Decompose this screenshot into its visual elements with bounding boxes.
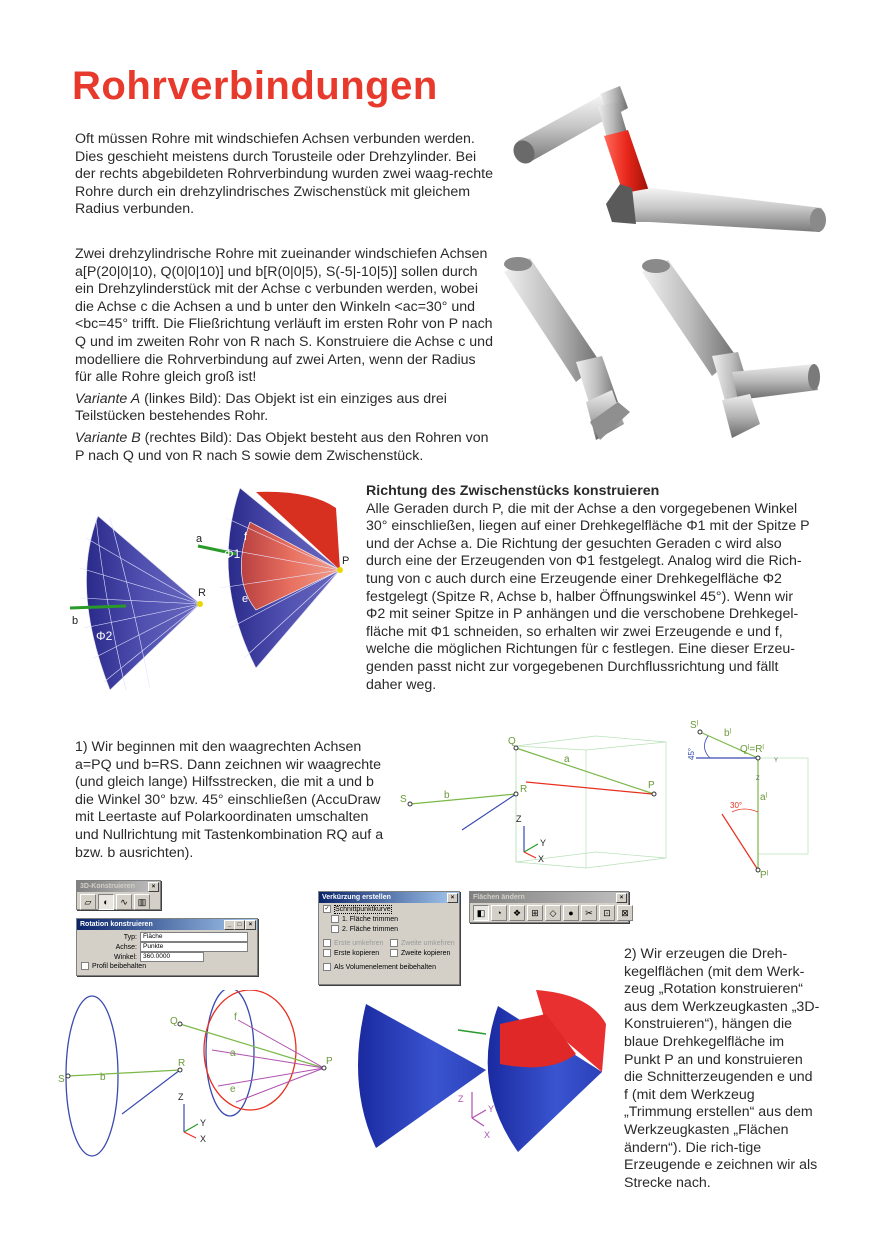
d3-Z: Z	[178, 1092, 184, 1102]
tool-sweep-icon[interactable]: ∿	[116, 894, 132, 910]
solid-cones-diagram	[350, 984, 620, 1164]
label-f: f	[244, 531, 248, 543]
pipe-lower-end	[810, 208, 826, 232]
maximize-icon[interactable]: □	[234, 920, 245, 930]
d3-X: X	[200, 1134, 207, 1144]
close-icon[interactable]: ×	[245, 920, 256, 930]
variant-b-text: (rechtes Bild): Das Objekt besteht aus den Rohren von P nach Q und von R nach S sowie dem Zwischenstück.	[75, 429, 489, 464]
d1-P: P	[648, 780, 655, 791]
d3-f: f	[234, 1012, 237, 1023]
d4-X: X	[484, 1130, 491, 1140]
window-flaechen-aendern[interactable]	[469, 891, 629, 923]
label-b: b	[72, 615, 79, 627]
helper-a	[526, 782, 652, 794]
opt-zweite-kopieren-checkbox[interactable]	[390, 949, 398, 957]
window-trim-titlebar[interactable]	[319, 892, 459, 903]
d2-a: aˡ	[760, 792, 768, 803]
pipe-flange	[606, 184, 636, 224]
window-3d-titlebar[interactable]	[77, 881, 160, 892]
window-3d-title: 3D-Konstruieren	[80, 883, 135, 890]
opt-erste-umkehren-checkbox[interactable]	[323, 939, 331, 947]
tool-extend-icon[interactable]: ⊞	[527, 905, 543, 921]
label-e: e	[242, 593, 249, 605]
helper-b	[462, 794, 516, 830]
step2-text: 2) Wir erzeugen die Dreh-kegelflächen (mit dem Werk-zeug „Rotation konstruieren“ aus dem Werkzeugkasten „3D-Konstruieren“), hängen die blaue Drehkegelfläche im Punkt P an und konstruieren die Schnitterzeugenden e und f (mit dem Werkzeug „Trimmung erstellen“ aus dem Werkzeugkasten „Flächen ändern“). Die rich-tige Erzeugende e zeichnen wir als Strecke nach.	[624, 946, 820, 1191]
cones-illustration	[60, 478, 360, 698]
direction-heading: Richtung des Zwischenstücks konstruieren	[366, 483, 660, 499]
variant-a-text: (linkes Bild): Das Objekt ist ein einziges aus drei Teilstücken bestehendes Rohr.	[75, 390, 447, 425]
tool-trim-icon[interactable]: ◧	[473, 905, 489, 921]
window-rotation[interactable]	[76, 918, 258, 976]
d3-Q: Q	[170, 1016, 178, 1027]
opt-erste-kopieren-checkbox[interactable]	[323, 949, 331, 957]
axes-diagram	[396, 730, 686, 870]
d1-Y: Y	[540, 838, 547, 848]
window-rotation-titlebar[interactable]	[77, 919, 257, 930]
tool-split-icon[interactable]: ⊡	[599, 905, 615, 921]
window-flaechen-title: Flächen ändern	[473, 894, 525, 901]
opt-zweite-kopieren: Zweite kopieren	[401, 950, 451, 957]
pipe-lower	[618, 188, 822, 232]
opt-flaeche2-checkbox[interactable]	[331, 925, 339, 933]
d3-S: S	[58, 1074, 65, 1085]
d1-a: a	[564, 754, 570, 765]
typ-label: Typ:	[123, 933, 137, 941]
achse-label: Achse:	[115, 943, 137, 951]
close-icon[interactable]: ×	[148, 882, 159, 892]
task-paragraph	[75, 246, 495, 469]
d3-e: e	[230, 1084, 236, 1095]
step1-paragraph	[75, 739, 393, 866]
variant-b-right-pipe	[732, 364, 818, 400]
opt-volumen: Als Volumenelement beibehalten	[334, 964, 436, 971]
label-P: P	[342, 555, 350, 567]
intro-paragraph	[75, 131, 495, 223]
opt-flaeche1-checkbox[interactable]	[331, 915, 339, 923]
tool-rotation-icon[interactable]: ◐	[98, 894, 114, 910]
achse-select[interactable]: Punkte	[140, 942, 248, 952]
step2-paragraph	[624, 946, 820, 1196]
d3-Y: Y	[200, 1118, 207, 1128]
tool-fillet-icon[interactable]: ◔	[491, 905, 507, 921]
variant-b-label: Variante B	[75, 429, 141, 446]
d2-P: Pˡ	[760, 870, 769, 881]
winkel-label: Winkel:	[114, 953, 137, 961]
d2-Z: Z	[756, 776, 760, 782]
d3-a: a	[230, 1048, 236, 1059]
d2-b: bˡ	[724, 728, 732, 739]
pipe-variants-illustration	[500, 252, 830, 452]
opt-zweite-umkehren-checkbox[interactable]	[390, 939, 398, 947]
tool-sphere-icon[interactable]: ●	[563, 905, 579, 921]
opt-schnittpunktkurve: Schnittpunktkurve	[335, 906, 391, 913]
opt-flaeche1: 1. Fläche trimmen	[342, 916, 399, 923]
label-a: a	[196, 533, 203, 545]
window-flaechen-titlebar[interactable]	[470, 892, 628, 903]
wireframe-diagram	[52, 990, 352, 1160]
direction-text: Alle Geraden durch P, die mit der Achse a den vorgegebenen Winkel 30° einschließen, liegen auf einer Drehkegelfläche Φ1 mit der Spitze P und der Achse a. Die Richtung der gesuchten Geraden c wird also durch eine der Erzeugenden von Φ1 festgelegt. Analog wird die Rich-tung von c auch durch eine Erzeugende einer Drehkegelfläche Φ2 festgelegt (Spitze R, Achse b, halber Öffnungswinkel 45°). Wenn wir Φ2 mit seiner Spitze in P anhängen und die verschobene Drehkegel-fläche mit Φ1 schneiden, so erhalten wir zwei Erzeugende e und f, welche die möglichen Richtungen für c festlegen. Eine dieser Erzeu-genden passt nicht zur vorgegebenen Durchflussrichtung und fällt daher weg.	[366, 500, 810, 693]
d1-S: S	[400, 794, 407, 805]
d4-Z: Z	[458, 1094, 464, 1104]
d4-Y: Y	[488, 1104, 495, 1114]
direction-paragraph	[366, 483, 810, 694]
window-rotation-title: Rotation konstruieren	[80, 921, 153, 928]
opt-erste-kopieren: Erste kopieren	[334, 950, 380, 957]
window-trim[interactable]	[318, 891, 460, 985]
winkel-input[interactable]: 360.0000	[140, 952, 204, 962]
angles-diagram	[686, 714, 816, 884]
d3-P: P	[326, 1056, 333, 1067]
opt-zweite-umkehren: Zweite umkehren	[401, 940, 455, 947]
opt-flaeche2: 2. Fläche trimmen	[342, 926, 399, 933]
intro-text: Oft müssen Rohre mit windschiefen Achsen verbunden werden. Dies geschieht meistens durch Torusteile oder Drehzylinder. Bei der rechts abgebildeten Rohrverbindung wurden zwei waag-rechte Rohre durch ein drehzylindrisches Zwischenstück mit gleichem Radius verbunden.	[75, 131, 493, 218]
close-icon[interactable]: ×	[616, 893, 627, 903]
opt-volumen-checkbox[interactable]	[323, 963, 331, 971]
ellipse-red	[204, 990, 296, 1110]
tool-stitch-icon[interactable]: ⊠	[617, 905, 633, 921]
opt-erste-umkehren: Erste umkehren	[334, 940, 384, 947]
variant-b-bottom	[722, 394, 760, 438]
solid-cone-blue	[358, 1004, 486, 1148]
label-phi2: Φ2	[96, 629, 113, 643]
pipe-connection-illustration	[500, 76, 830, 246]
task-text: Zwei drehzylindrische Rohre mit zueinander windschiefen Achsen a[P(20|0|10), Q(0|0|10)] und b[R(0|0|5), S(-5|-10|5)] sollen durch ein Drehzylinderstück mit der Achse c verbunden werden, wobei die Achse c die Achsen a und b unter den Winkeln <ac=30° und <bc=45° trifft. Die Fließrichtung verläuft im ersten Rohr von P nach Q und im zweiten Rohr von R nach S. Konstruiere die Achse c und modelliere die Rohrverbindung auf zwei Arten, wenn der Radius für alle Rohre gleich groß ist!	[75, 246, 493, 386]
typ-select[interactable]: Fläche	[140, 932, 248, 942]
tool-blend-icon[interactable]: ❖	[509, 905, 525, 921]
minimize-icon[interactable]: _	[224, 920, 235, 930]
tool-cut-icon[interactable]: ✂	[581, 905, 597, 921]
axis-b	[70, 606, 126, 608]
d1-Q: Q	[508, 736, 516, 747]
d2-S: Sˡ	[690, 720, 699, 731]
d2-QR: Qˡ=Rˡ	[740, 744, 764, 755]
d2-Y: Y	[774, 758, 779, 764]
d1-R: R	[520, 784, 528, 795]
d3-R: R	[178, 1058, 186, 1069]
label-phi1: Φ1	[224, 547, 241, 561]
close-icon[interactable]: ×	[447, 893, 458, 903]
tool-shell-icon[interactable]: ▥	[134, 894, 150, 910]
label-R: R	[198, 587, 206, 599]
tool-offset-icon[interactable]: ◇	[545, 905, 561, 921]
profil-label: Profil beibehalten	[92, 963, 147, 970]
d1-Z: Z	[516, 814, 522, 824]
d3-b: b	[100, 1072, 106, 1083]
d2-ang30: 30°	[730, 801, 743, 810]
d2-ang45: 45°	[687, 747, 696, 760]
d2-helper-a	[722, 814, 758, 870]
step1-text: 1) Wir beginnen mit den waagrechten Achsen a=PQ und b=RS. Dann zeichnen wir waagrechte (und gleich lange) Hilfsstrecken, die mit a und b die Winkel 30° bzw. 45° einschließen (AccuDraw mit Leertaste auf Polarkoordinaten umschalten und Nullrichtung mit Tastenkombination RQ auf a bzw. b ausrichten).	[75, 739, 384, 861]
d1-b: b	[444, 790, 450, 801]
variant-a-label: Variante A	[75, 390, 141, 407]
axis-b-line	[410, 794, 516, 804]
d1-X: X	[538, 854, 545, 864]
window-3d-konstruieren[interactable]	[76, 880, 161, 910]
opt-schnittpunktkurve-checkbox[interactable]: ✓	[324, 906, 330, 913]
profil-checkbox[interactable]	[81, 962, 89, 970]
window-trim-title: Verkürzung erstellen	[322, 894, 391, 901]
tool-extrude-icon[interactable]: ▱	[80, 894, 96, 910]
page-title: Rohrverbindungen	[72, 64, 438, 108]
